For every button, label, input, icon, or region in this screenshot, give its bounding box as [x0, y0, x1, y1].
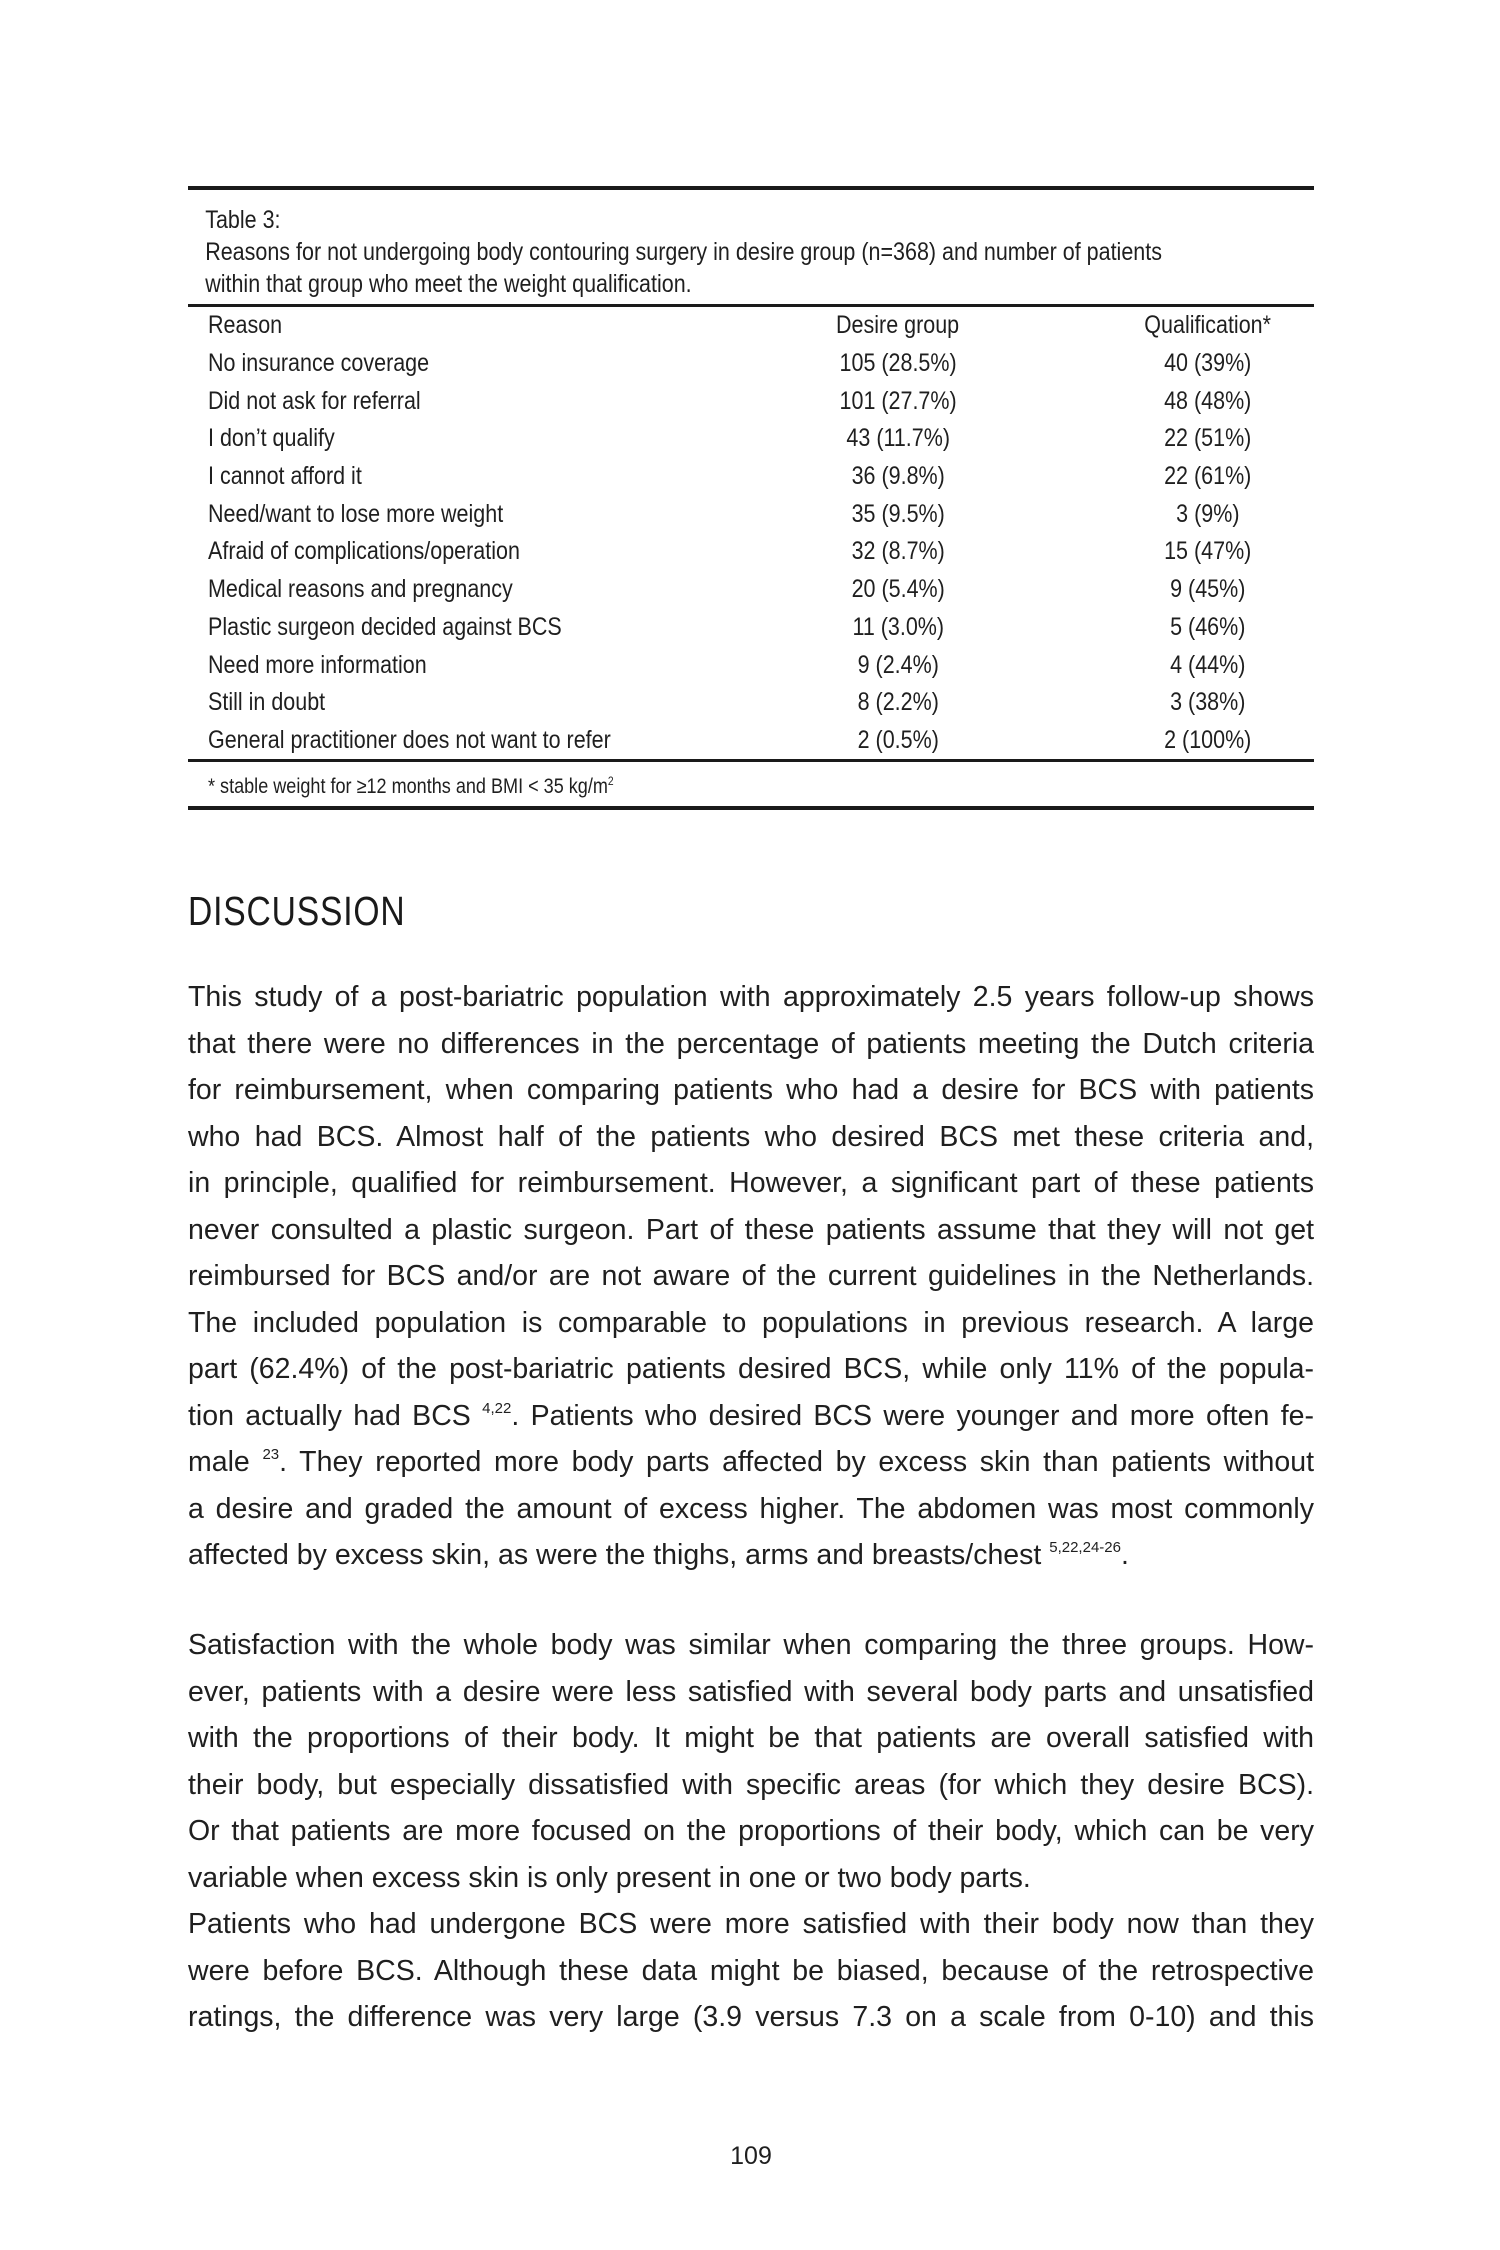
table-row — [188, 533, 1358, 571]
row-reason: Plastic surgeon decided against BCS — [208, 612, 562, 641]
row-reason: Still in doubt — [208, 688, 326, 717]
table-footnote — [188, 762, 1314, 806]
row-desire-value: 101 (27.7%) — [839, 386, 957, 415]
text-line: who had BCS. Almost half of the patients who desired BCS met these criteria and, — [188, 1120, 1314, 1153]
row-desire-value: 105 (28.5%) — [839, 349, 957, 378]
row-reason: I don’t qualify — [208, 424, 335, 453]
row-reason: Did not ask for referral — [208, 386, 421, 415]
reasons-table — [188, 307, 1358, 759]
text-line: Patients who had undergone BCS were more satisfied with their body now than they — [188, 1908, 1314, 1940]
row-desire-value: 8 (2.2%) — [857, 688, 939, 717]
text-line: This study of a post-bariatric population with approximately 2.5 years follow-up shows — [188, 981, 1314, 1013]
row-desire-value: 11 (3.0%) — [852, 612, 944, 641]
table-label: Table 3: — [205, 206, 281, 234]
text-line: part (62.4%) of the post-bariatric patients desired BCS, while only 11% of the popula- — [188, 1353, 1314, 1385]
text-line — [188, 1393, 1314, 1440]
section-heading: DISCUSSION — [188, 888, 406, 934]
row-qualification-value: 5 (46%) — [1170, 612, 1246, 641]
row-desire-value: 35 (9.5%) — [851, 499, 945, 528]
row-desire-value: 9 (2.4%) — [857, 650, 939, 679]
row-qualification-value: 9 (45%) — [1170, 575, 1246, 604]
row-reason: Need more information — [208, 650, 427, 679]
text-line: reimbursed for BCS and/or are not aware of the current guidelines in the Netherlands. — [188, 1260, 1314, 1292]
row-qualification-value: 22 (61%) — [1164, 462, 1252, 491]
table-row — [188, 684, 1358, 722]
text-line: that there were no differences in the percentage of patients meeting the Dutch criteria — [188, 1027, 1314, 1060]
text-segment: tion actually had BCS — [188, 1399, 483, 1432]
text-line — [188, 1532, 1314, 1579]
text-line: The included population is comparable to populations in previous research. A large — [188, 1306, 1314, 1339]
row-reason: No insurance coverage — [208, 349, 430, 378]
discussion-paragraph-2 — [188, 1622, 1314, 2041]
text-line: variable when excess skin is only present in one or two body parts. — [188, 1861, 1031, 1894]
row-reason: Afraid of complications/operation — [208, 537, 520, 566]
row-reason: General practitioner does not want to refer — [208, 725, 611, 754]
text-segment: . They reported more body parts affected by excess skin than patients without — [279, 1446, 1314, 1478]
row-desire-value: 2 (0.5%) — [857, 725, 939, 754]
row-reason: Need/want to lose more weight — [208, 499, 504, 528]
table-header-row — [188, 307, 1358, 345]
text-line: Or that patients are more focused on the proportions of their body, which can be very — [188, 1815, 1314, 1847]
text-segment: . — [1120, 1539, 1129, 1571]
row-qualification-value: 4 (44%) — [1170, 650, 1246, 679]
footnote-superscript: 2 — [607, 774, 614, 789]
table-row — [188, 382, 1358, 420]
row-desire-value: 32 (8.7%) — [851, 537, 945, 566]
row-qualification-value: 15 (47%) — [1164, 537, 1252, 566]
discussion-paragraph-1 — [188, 974, 1314, 1579]
page-number: 109 — [730, 2142, 772, 2170]
row-desire-value: 43 (11.7%) — [846, 424, 950, 453]
row-desire-value: 20 (5.4%) — [851, 575, 945, 604]
table-caption — [188, 190, 1315, 304]
header-desire-group: Desire group — [836, 311, 960, 340]
table-row — [188, 458, 1358, 496]
row-qualification-value: 48 (48%) — [1164, 386, 1252, 415]
text-segment: male — [188, 1446, 263, 1478]
citation: 23 — [262, 1446, 280, 1463]
text-line: ever, patients with a desire were less satisfied with several body parts and unsatisfied — [188, 1675, 1314, 1708]
table-row — [188, 722, 1358, 760]
text-line: their body, but especially dissatisfied with specific areas (for which they desire BCS). — [188, 1768, 1314, 1801]
table-row — [188, 345, 1358, 383]
row-qualification-value: 22 (51%) — [1164, 424, 1252, 453]
citation: 5,22,24-26 — [1049, 1539, 1121, 1556]
row-reason: I cannot afford it — [208, 462, 362, 491]
header-reason: Reason — [208, 311, 283, 340]
text-line — [188, 1439, 1314, 1486]
row-qualification-value: 40 (39%) — [1164, 349, 1252, 378]
table-3 — [188, 186, 1314, 810]
text-line: Satisfaction with the whole body was similar when comparing the three groups. How- — [188, 1629, 1314, 1661]
citation: 4,22 — [482, 1399, 512, 1417]
row-qualification-value: 2 (100%) — [1164, 725, 1252, 754]
text-segment: affected by excess skin, as were the thighs, arms and breasts/chest — [188, 1539, 1050, 1571]
table-row — [188, 571, 1358, 609]
table-row — [188, 646, 1358, 684]
table-caption-line-1: Reasons for not undergoing body contouring surgery in desire group (n=368) and number of patients — [205, 238, 1162, 266]
footnote-text: * stable weight for ≥12 months and BMI < 35 kg/m — [208, 775, 608, 799]
row-qualification-value: 3 (9%) — [1176, 499, 1240, 528]
text-line: a desire and graded the amount of excess higher. The abdomen was most commonly — [188, 1492, 1314, 1525]
text-line: in principle, qualified for reimbursement. However, a significant part of these patients — [188, 1167, 1314, 1199]
text-line: ratings, the difference was very large (3.9 versus 7.3 on a scale from 0-10) and this — [188, 2001, 1314, 2033]
text-line: never consulted a plastic surgeon. Part of these patients assume that they will not get — [188, 1213, 1314, 1246]
text-line: with the proportions of their body. It might be that patients are overall satisfied with — [188, 1722, 1314, 1754]
table-row — [188, 495, 1358, 533]
text-line: were before BCS. Although these data might be biased, because of the retrospective — [188, 1954, 1314, 1987]
table-row — [188, 420, 1358, 458]
text-line: for reimbursement, when comparing patients who had a desire for BCS with patients — [188, 1074, 1314, 1106]
table-end-rule — [188, 806, 1314, 810]
header-qualification: Qualification* — [1144, 311, 1272, 340]
text-segment: . Patients who desired BCS were younger and more often fe- — [511, 1399, 1314, 1432]
table-row — [188, 609, 1358, 647]
row-reason: Medical reasons and pregnancy — [208, 575, 513, 604]
row-desire-value: 36 (9.8%) — [851, 462, 945, 491]
table-caption-line-2: within that group who meet the weight qualification. — [205, 270, 692, 298]
row-qualification-value: 3 (38%) — [1170, 688, 1246, 717]
